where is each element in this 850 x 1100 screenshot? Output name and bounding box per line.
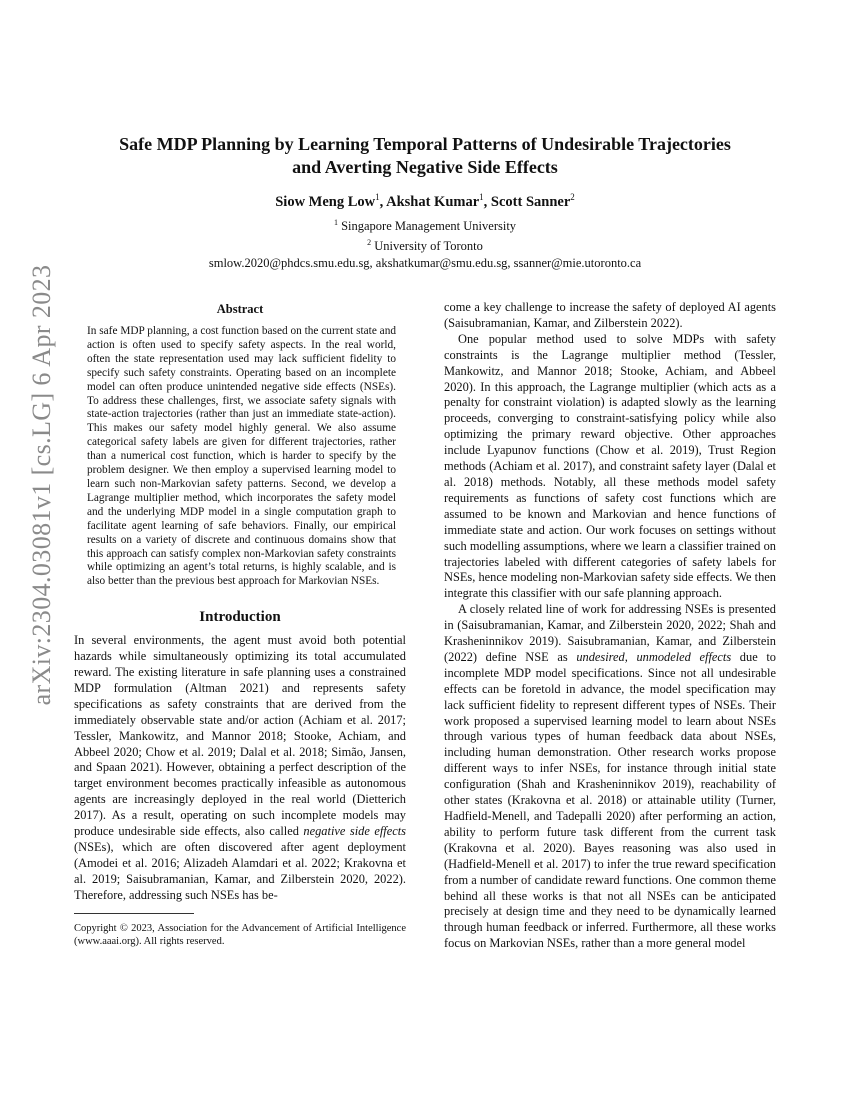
author-name: Siow Meng Low (275, 193, 376, 210)
author-separator: , (483, 193, 491, 210)
affiliation-line (60, 235, 790, 255)
paragraph-text: In several environments, the agent must avoid both potential hazards while simultaneously optimizing its total accumulated reward. The existing literature in safe planning uses a constrained MDP formulation (Altman 2021) and represents safety specifications as safety constraints that are derived from the immediately observable state and/or action (Achiam et al. 2017; Tessler, Mankowitz, and Mannor 2018; Stooke, Achiam, and Abbeel 2020; Chow et al. 2019; Dalal et al. 2018; Simão, Jansen, and Spaan 2021). However, obtaining a perfect description of the target environment becomes practically infeasible as autonomous agents are increasingly deployed in the real world (Dietterich 2017). As a result, operating on such incomplete models may produce undesirable side effects, also called (74, 633, 406, 839)
copyright-footnote: Copyright © 2023, Association for the Advancement of Artificial Intelligence (www.aaai.org). All rights reserved. (74, 922, 406, 947)
affiliations (60, 215, 790, 272)
author-name: Scott Sanner (490, 193, 571, 210)
author-affil-mark: 2 (570, 192, 575, 202)
author-affil-mark: 1 (479, 192, 484, 202)
abstract-heading: Abstract (216, 302, 264, 316)
paragraph-text: A closely related line of work for addressing NSEs is presented in (Saisubramanian, Kamar, and Zilberstein 2020, 2022; Shah and Krasheninnikov 2019). Saisubramanian, Kamar, and Zilberstein (2022) define NSE as (444, 602, 776, 664)
title-line-1: Safe MDP Planning by Learning Temporal Patterns of Undesirable Trajectories (119, 134, 731, 154)
author-name: Akshat Kumar (386, 193, 480, 210)
author-list (60, 192, 790, 211)
affiliation-name: University of Toronto (371, 238, 483, 253)
paragraph-continued: come a key challenge to increase the safety of deployed AI agents (Saisubramanian, Kamar, and Zilberstein 2022). (444, 300, 776, 330)
affiliation-mark: 2 (367, 237, 372, 247)
right-column (444, 300, 776, 952)
affiliation-mark: 1 (333, 218, 338, 227)
paragraph-text: due to incomplete MDP model specifications. Since not all undesirable effects can be foretold in advance, the model specification may lack sufficient fidelity to represent different types of NSEs. Their work proposed a supervised learning model to learn about NSEs through various types of human feedback data about NSEs, including human demonstration. Other research works propose different ways to infer NSEs, for instance through initial state configuration (Shah and Krasheninnikov 2019), reachability of other states (Krakovna et al. 2018) or attainable utility (Turner, Hadfield-Menell, and Tadepalli 2020) after performing an action, ability to perform future task different from the current task (Krakovna et al. 2020). Bayes reasoning was also used in (Hadfield-Menell et al. 2017) to infer the true reward specification from a number of candidate reward functions. One common theme behind all these works is that not all NSEs can be anticipated precisely at design time and they need to be dynamically learned through human feedback or inferred. Furthermore, all these works focus on Markovian NSEs, rather than a more general model (444, 649, 776, 951)
paragraph-text: (NSEs), which are often discovered after agent deployment (Amodei et al. 2016; Alizadeh Alamdari et al. 2022; Krakovna et al. 2019; Saisubramanian, Kamar, and Zilberstein 2020, 2022). Therefore, addressing such NSEs has be- (74, 840, 406, 902)
author-emails: smlow.2020@phdcs.smu.edu.sg, akshatkumar@smu.edu.sg, ssanner@mie.utoronto.ca (208, 256, 642, 271)
arxiv-stamp-text: arXiv:2304.03081v1 [cs.LG] 6 Apr 2023 (27, 264, 56, 706)
introduction-body-right (444, 300, 776, 952)
emphasis-text: undesired, unmodeled effects (576, 649, 732, 664)
affiliation-line (60, 215, 790, 235)
paragraph (74, 633, 406, 903)
abstract-body: In safe MDP planning, a cost function based on the current state and action is often used to specify safety aspects. In the real world, often the state representation used may lack sufficient fidelity to specify such safety constraints. Operating based on an incomplete model can often produce unintended negative side effects (NSEs). To address these challenges, first, we associate safety signals with state-action trajectories (rather than just an immediate state-action). This makes our safety model highly general. We also assume categorical safety labels are given for different trajectories, rather than a numerical cost function, which is harder to specify by the problem designer. We then employ a supervised learning model to learn such non-Markovian safety patterns. Second, we develop a Lagrange multiplier method, which incorporates the safety model and the underlying MDP model in a single computation graph to facilitate agent learning of safe behaviors. Finally, our empirical results on a variety of discrete and continuous domains show that this approach can satisfy complex non-Markovian safety constraints while optimizing an agent’s total returns, is highly scalable, and is also better than the previous best approach for Markovian NSEs. (87, 325, 396, 588)
author-separator: , (379, 193, 387, 210)
left-column (74, 300, 406, 948)
emphasis-text: negative side effects (303, 824, 406, 839)
affiliation-name: Singapore Management University (337, 219, 517, 234)
paragraph: One popular method used to solve MDPs with safety constraints is the Lagrange multiplier method (Tessler, Mankowitz, and Mannor 2018; Stooke, Achiam, and Abbeel 2020). In this approach, the Lagrange multiplier (which acts as a penalty for constraint violation) is adapted slowly as the learning proceeds, converging to constraint-satisfying policy while also optimizing the primary reward objective. Other approaches include Lyapunov functions (Chow et al. 2019), Trust Region methods (Achiam et al. 2017), and constraint safety layer (Dalal et al. 2018) methods. Notably, all these methods model safety requirements as functions of safety cost functions which are assumed to be known and Markovian and hence functions of immediate state and action. Our work focuses on settings without such modelling assumptions, where we learn a classifier trained on trajectories labeled with different categories of safety labels for NSEs, hence modeling non-Markovian safety side effects. We then integrate this classifier with our safe planning approach. (444, 331, 776, 601)
author-affil-mark: 1 (375, 192, 380, 202)
arxiv-stamp (22, 264, 62, 706)
introduction-body-left (74, 633, 406, 903)
introduction-heading: Introduction (199, 609, 281, 626)
title-line-2: and Averting Negative Side Effects (292, 157, 558, 177)
paper-title (60, 133, 790, 179)
paragraph (444, 602, 776, 952)
footnote-rule (74, 913, 194, 914)
